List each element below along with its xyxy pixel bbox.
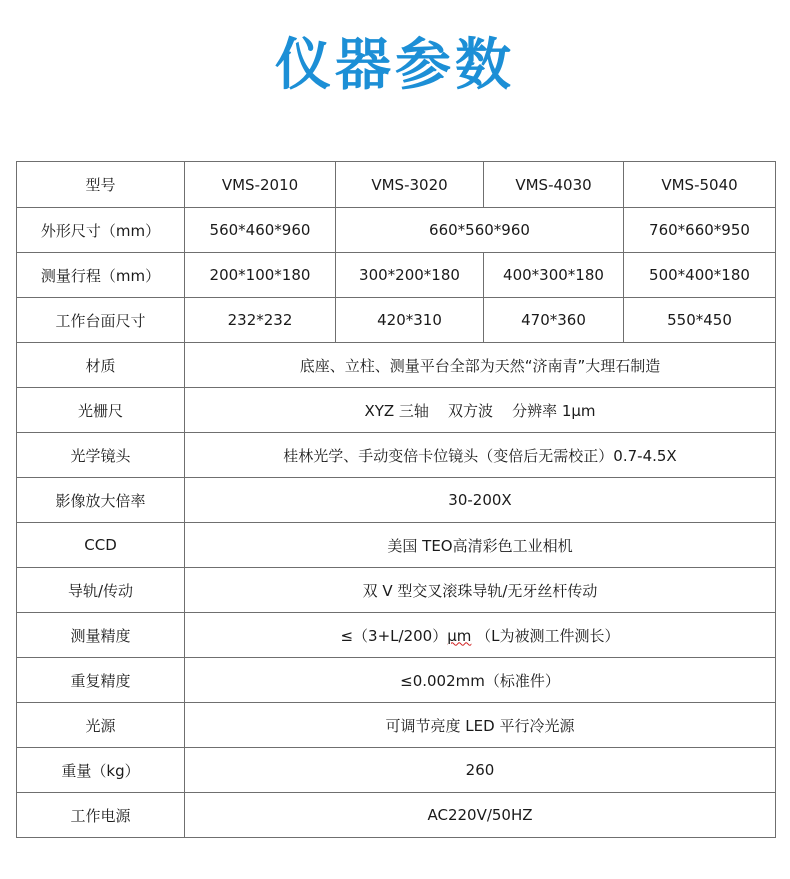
row-label: CCD: [17, 523, 185, 568]
row-label: 光源: [17, 703, 185, 748]
accuracy-unit: μm: [447, 626, 472, 645]
row-label: 型号: [17, 162, 185, 208]
row-label: 光栅尺: [17, 388, 185, 433]
table-row: [17, 162, 776, 208]
row-label: 工作台面尺寸: [17, 298, 185, 343]
table-cell: 底座、立柱、测量平台全部为天然“济南青”大理石制造: [185, 343, 776, 388]
table-row: [17, 523, 776, 568]
table-cell: 400*300*180: [484, 253, 624, 298]
table-cell: 500*400*180: [624, 253, 776, 298]
table-cell: 30-200X: [185, 478, 776, 523]
row-label: 材质: [17, 343, 185, 388]
table-row: [17, 298, 776, 343]
table-row: [17, 703, 776, 748]
row-label: 测量行程（mm）: [17, 253, 185, 298]
table-row: [17, 658, 776, 703]
table-row: [17, 748, 776, 793]
table-cell: 桂林光学、手动变倍卡位镜头（变倍后无需校正）0.7-4.5X: [185, 433, 776, 478]
model-cell: VMS-2010: [185, 162, 336, 208]
row-label: 重复精度: [17, 658, 185, 703]
table-cell: AC220V/50HZ: [185, 793, 776, 838]
row-label: 外形尺寸（mm）: [17, 208, 185, 253]
table-row: [17, 343, 776, 388]
table-cell: 300*200*180: [336, 253, 484, 298]
spec-table: [16, 161, 776, 838]
table-cell: 双 V 型交叉滚珠导轨/无牙丝杆传动: [185, 568, 776, 613]
table-cell: 260: [185, 748, 776, 793]
model-cell: VMS-4030: [484, 162, 624, 208]
table-cell: 560*460*960: [185, 208, 336, 253]
table-row: [17, 478, 776, 523]
model-cell: VMS-5040: [624, 162, 776, 208]
table-cell: ≤0.002mm（标准件）: [185, 658, 776, 703]
table-cell: 232*232: [185, 298, 336, 343]
table-cell: 420*310: [336, 298, 484, 343]
table-cell: 美国 TEO高清彩色工业相机: [185, 523, 776, 568]
table-row: [17, 253, 776, 298]
table-row: [17, 793, 776, 838]
table-cell: 200*100*180: [185, 253, 336, 298]
table-cell: 470*360: [484, 298, 624, 343]
table-cell: 660*560*960: [336, 208, 624, 253]
row-label: 工作电源: [17, 793, 185, 838]
table-row: [17, 388, 776, 433]
row-label: 光学镜头: [17, 433, 185, 478]
model-cell: VMS-3020: [336, 162, 484, 208]
table-row: [17, 613, 776, 658]
table-cell: 550*450: [624, 298, 776, 343]
table-cell: 760*660*950: [624, 208, 776, 253]
table-cell: XYZ 三轴 双方波 分辨率 1μm: [185, 388, 776, 433]
accuracy-suffix: （L为被测工件测长）: [471, 626, 620, 645]
table-row: [17, 208, 776, 253]
table-cell: [185, 613, 776, 658]
row-label: 导轨/传动: [17, 568, 185, 613]
row-label: 重量（kg）: [17, 748, 185, 793]
table-cell: 可调节亮度 LED 平行冷光源: [185, 703, 776, 748]
table-row: [17, 568, 776, 613]
accuracy-prefix: ≤（3+L/200）: [340, 626, 448, 645]
row-label: 测量精度: [17, 613, 185, 658]
table-row: [17, 433, 776, 478]
row-label: 影像放大倍率: [17, 478, 185, 523]
page-title: 仪器参数: [275, 33, 515, 98]
